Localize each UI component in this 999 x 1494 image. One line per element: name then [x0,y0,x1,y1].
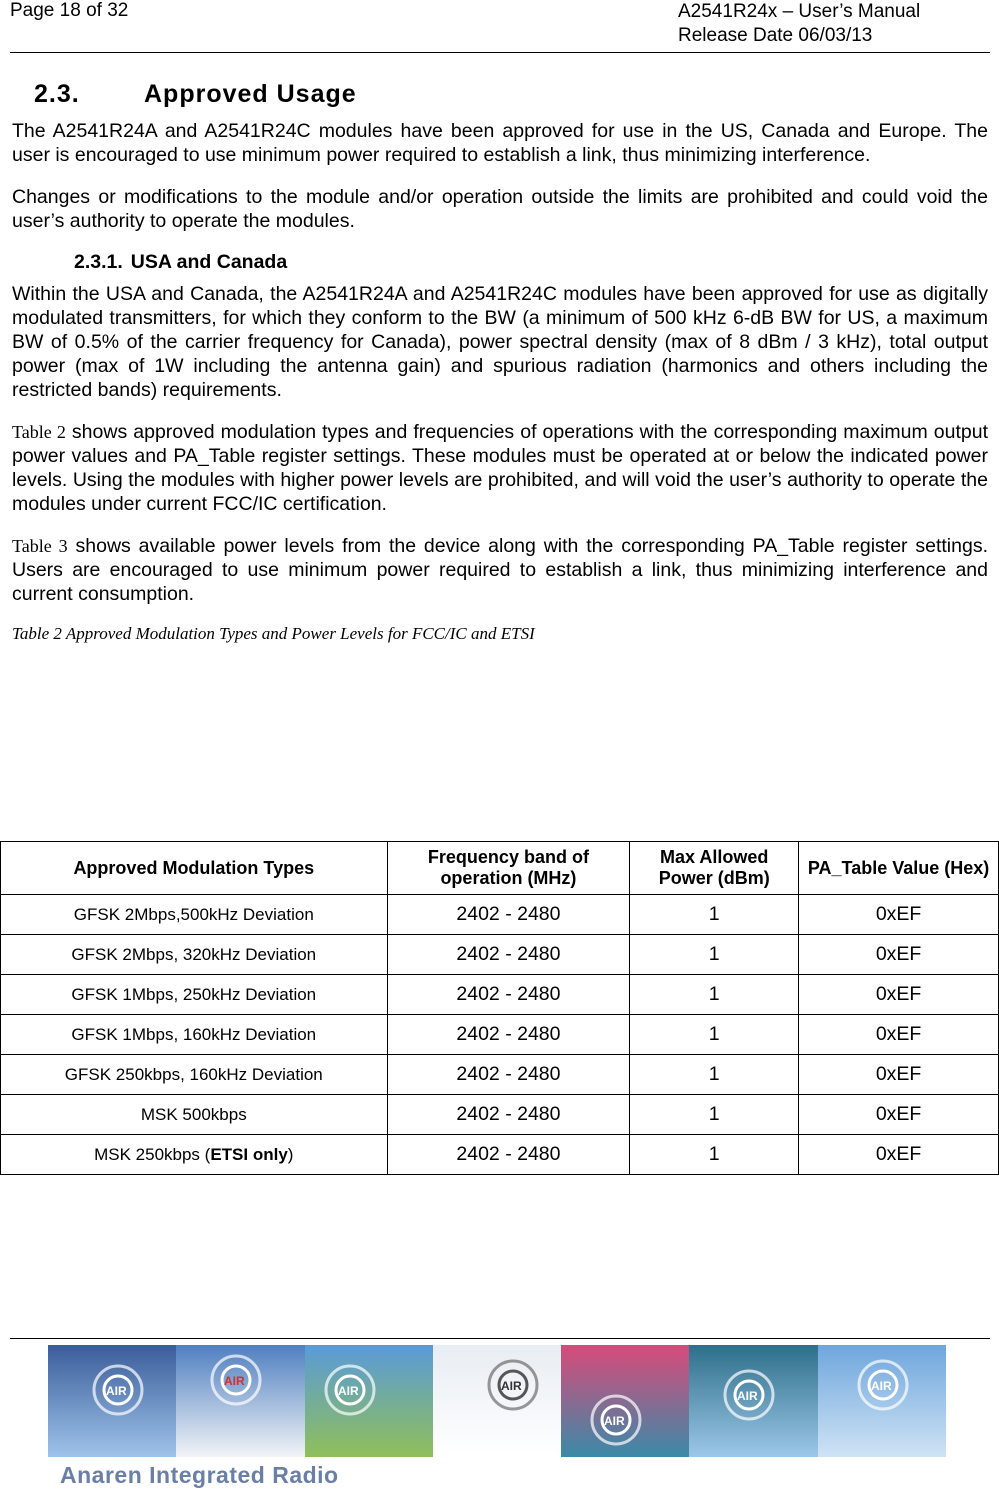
paragraph-modifications: Changes or modifications to the module and/or operation outside the limits are prohibited and could void the user’s authority to operate the modules. [12,186,988,232]
footer-divider [10,1338,990,1339]
document-title-block [678,0,920,48]
table-cell: 1 [630,935,799,975]
table-cell: 2402 - 2480 [387,935,630,975]
table2-link[interactable]: Table 2 [12,422,66,442]
air-signal-icon [818,1345,946,1457]
table-cell: 2402 - 2480 [387,1055,630,1095]
section-title: Approved Usage [144,80,357,108]
table-cell: GFSK 1Mbps, 250kHz Deviation [1,975,388,1015]
approved-modulation-table [0,841,999,1175]
table-row [1,1055,999,1095]
table-cell: 0xEF [799,1015,999,1055]
table-cell: 1 [630,1015,799,1055]
table-cell [1,1135,388,1175]
air-badge: AIR [500,1379,522,1393]
table-cell: 1 [630,1135,799,1175]
air-signal-icon [561,1345,689,1457]
air-badge: AIR [737,1389,759,1403]
table-row [1,1135,999,1175]
paragraph-table3 [12,534,988,606]
table-cell: 2402 - 2480 [387,1015,630,1055]
table-row [1,935,999,975]
subsection-title: USA and Canada [130,251,288,273]
table-row [1,895,999,935]
banner-tile-kayaker [689,1345,817,1457]
banner-tile-snowboarder [433,1345,561,1457]
paragraph-table2-text: shows approved modulation types and frequencies of operations with the corresponding maximum output power values and PA_Table register settings. These modules must be operated at or below the indicated power levels. Using the modules with higher power levels are prohibited, and will void the user’s authority to operate the modules under current FCC/IC certification. [12,421,989,515]
column-header: Approved Modulation Types [1,842,388,895]
banner-tile-windsurfer [561,1345,689,1457]
paragraph-approval: The A2541R24A and A2541R24C modules have been approved for use in the US, Canada and Europe. The user is encouraged to use minimum power required to establish a link, thus minimizing interference. [12,120,988,166]
section-number: 2.3. [34,80,80,108]
air-signal-icon [48,1345,176,1457]
column-header: Frequency band of operation (MHz) [387,842,630,895]
air-badge: AIR [337,1384,359,1398]
banner-tile-cyclist [305,1345,433,1457]
table-cell: MSK 500kbps [1,1095,388,1135]
table-cell: 2402 - 2480 [387,895,630,935]
air-badge: AIR [106,1384,127,1398]
table-cell: 0xEF [799,1135,999,1175]
table-cell: 1 [630,895,799,935]
table-row [1,975,999,1015]
paragraph-table2 [12,420,988,516]
table-cell: 0xEF [799,895,999,935]
table-cell: 1 [630,1095,799,1135]
column-header: PA_Table Value (Hex) [799,842,999,895]
cell-bold-text: ETSI only [210,1144,288,1164]
section-heading [12,80,988,109]
paragraph-table3-text: shows available power levels from the device along with the corresponding PA_Table register settings. Users are encouraged to use minimum power required to establish a link, thus minimizing interference and current consumption. [12,535,989,605]
air-badge: AIR [870,1379,892,1393]
table-cell: 2402 - 2480 [387,1135,630,1175]
subsection-heading [74,251,988,274]
table-cell: GFSK 2Mbps,500kHz Deviation [1,895,388,935]
air-signal-icon [689,1345,817,1457]
table-row [1,1015,999,1055]
air-signal-icon [433,1345,561,1457]
table-cell: 2402 - 2480 [387,975,630,1015]
air-badge: AIR [224,1374,245,1388]
table-cell: GFSK 2Mbps, 320kHz Deviation [1,935,388,975]
table-cell: 0xEF [799,1055,999,1095]
air-badge: AIR [604,1414,625,1428]
cell-text: ) [287,1144,294,1164]
air-signal-icon [176,1345,304,1457]
page-body [12,80,988,660]
table-caption: Table 2 Approved Modulation Types and Power Levels for FCC/IC and ETSI [12,624,535,643]
footer-banner [48,1345,946,1457]
brand-logo-text: Anaren Integrated Radio [60,1462,339,1488]
table-cell: 1 [630,975,799,1015]
table-cell: 1 [630,1055,799,1095]
cell-text: MSK 250kbps ( [94,1144,211,1164]
page-number: Page 18 of 32 [10,0,129,21]
page-header [10,0,990,53]
table-cell: 0xEF [799,1095,999,1135]
table-cell: 2402 - 2480 [387,1095,630,1135]
table-header-row [1,842,999,895]
column-header: Max Allowed Power (dBm) [630,842,799,895]
table-cell: 0xEF [799,975,999,1015]
banner-tile-jumper [818,1345,946,1457]
subsection-number: 2.3.1. [74,251,123,273]
table-cell: GFSK 1Mbps, 160kHz Deviation [1,1015,388,1055]
paragraph-usa-canada: Within the USA and Canada, the A2541R24A and A2541R24C modules have been approved for use as digitally modulated transmitters, for which they conform to the BW (a minimum of 500 kHz 6-dB BW for US, a maximum BW of 0.5% of the carrier frequency for Canada), power spectral density (max of 8 dBm / 3 kHz), total output power (max of 1W including the antenna gain) and spurious radiation (harmonics and others including the restricted bands) requirements. [12,283,988,401]
banner-tile-skater [48,1345,176,1457]
table-row [1,1095,999,1135]
release-date: Release Date 06/03/13 [678,25,873,46]
document-title: A2541R24x – User’s Manual [678,1,921,22]
table-cell: 0xEF [799,935,999,975]
table3-link[interactable]: Table 3 [12,536,68,556]
air-signal-icon [305,1345,433,1457]
table-cell: GFSK 250kbps, 160kHz Deviation [1,1055,388,1095]
banner-tile-skier [176,1345,304,1457]
